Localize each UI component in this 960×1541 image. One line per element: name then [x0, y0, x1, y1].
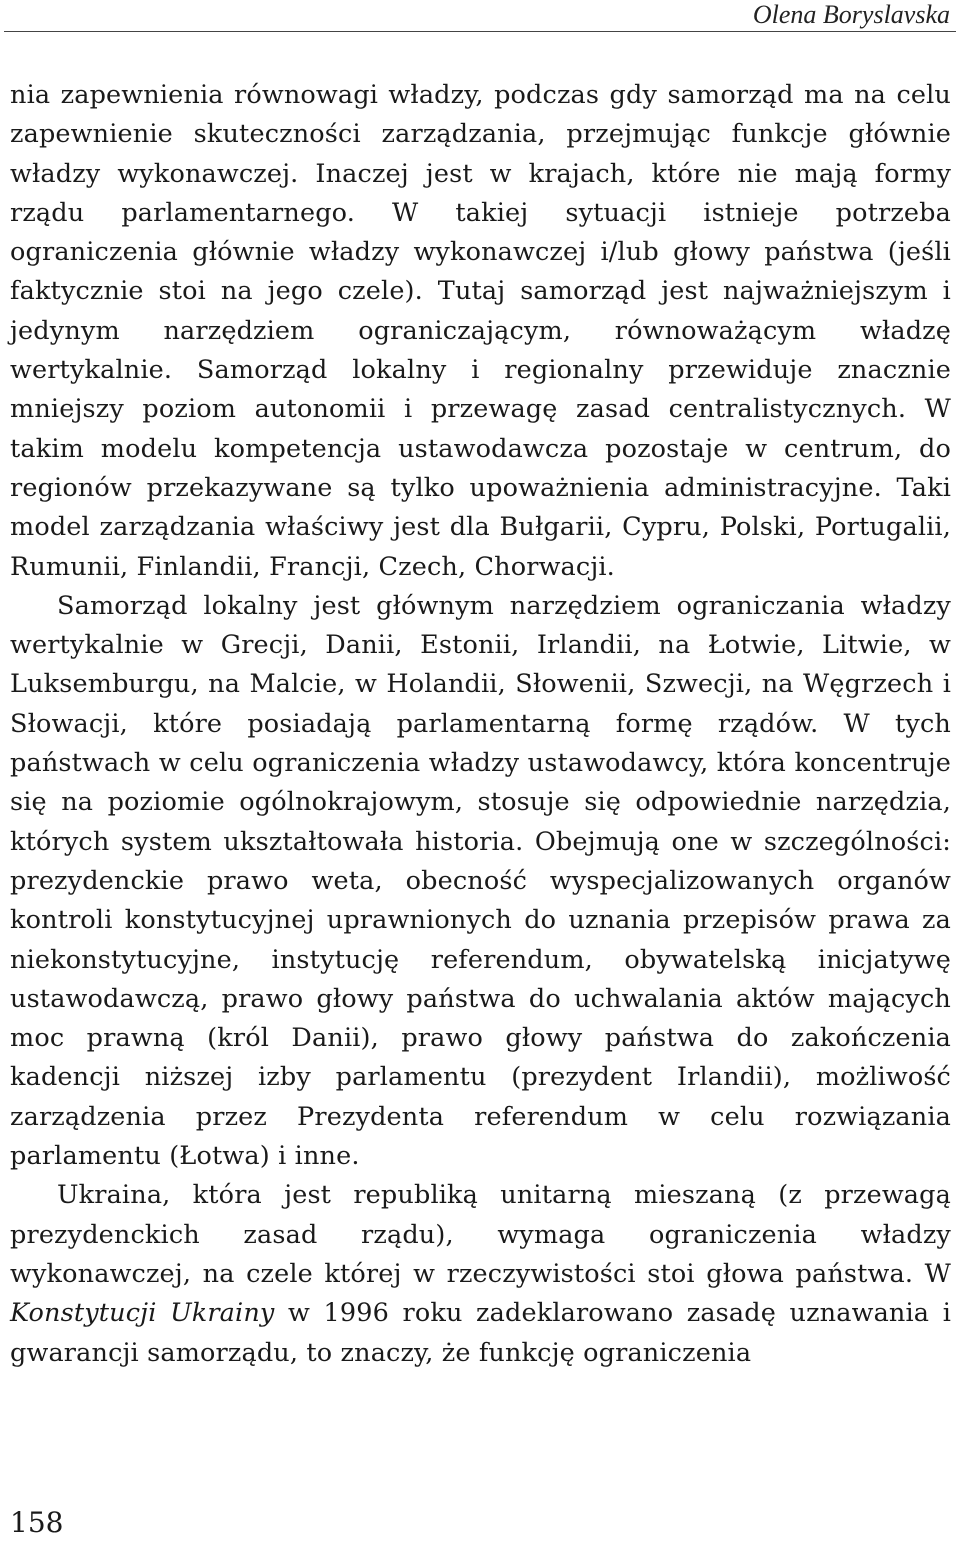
body-text [10, 76, 951, 1373]
paragraph-3 [10, 1176, 951, 1372]
page-number: 158 [10, 1506, 64, 1539]
paragraph-2: Samorząd lokalny jest głównym narzędziem ograniczania władzy wertykalnie w Grecji, Danii, Estonii, Irlandii, na Łotwie, Litwie, w Luksemburgu, na Malcie, w Holandii, Słowenii, Szwecji, na Węgrzech i Słowacji, które posiadają parlamentarną formę rządów. W tych państwach w celu ograniczenia władzy ustawodawcy, która koncentruje się na poziomie ogólnokrajowym, stosuje się odpowiednie narzędzia, których system ukształtowała historia. Obejmują one w szczególności: prezydenckie prawo weta, obecność wyspecjalizowanych organów kontroli konstytucyjnej uprawnionych do uznania przepisów prawa za niekonstytucyjne, instytucję referendum, obywatelską inicjatywę ustawodawczą, prawo głowy państwa do uchwalania aktów mających moc prawną (król Danii), prawo głowy państwa do zakończenia kadencji niższej izby parlamentu (prezydent Irlandii), możliwość zarządzenia przez Prezydenta referendum w celu rozwiązania parlamentu (Łotwa) i inne. [10, 590, 951, 1172]
paragraph-3-text-start: Ukraina, która jest republiką unitarną mieszaną (z przewagą prezydenckich zasad rządu), wymaga ograniczenia władzy wykonawczej, na czele której w rzeczywistości stoi głowa państwa. W [10, 1180, 951, 1289]
paragraph-3-text-end: w 1996 roku zadeklarowano zasadę uznawania i gwarancji samorządu, to znaczy, że funkcję ograniczenia [10, 1298, 951, 1368]
running-header-author: Olena Boryslavska [752, 0, 950, 29]
header-rule [4, 31, 956, 32]
paragraph-3-italic-title: Konstytucji Ukrainy [10, 1298, 275, 1329]
paragraph-1: nia zapewnienia równowagi władzy, podczas gdy samorząd ma na celu zapewnienie skuteczności zarządzania, przejmując funkcje głównie władzy wykonawczej. Inaczej jest w krajach, które nie mają formy rządu parlamentarnego. W takiej sytuacji istnieje potrzeba ograniczenia głównie władzy wykonawczej i/lub głowy państwa (jeśli faktycznie stoi na jego czele). Tutaj samorząd jest najważniejszym i jedynym narzędziem ograniczającym, równoważącym władzę wertykalnie. Samorząd lokalny i regionalny przewiduje znacznie mniejszy poziom autonomii i przewagę zasad centralistycznych. W takim modelu kompetencja ustawodawcza pozostaje w centrum, do regionów przekazywane są tylko upoważnienia administracyjne. Taki model zarządzania właściwy jest dla Bułgarii, Cypru, Polski, Portugalii, Rumunii, Finlandii, Francji, Czech, Chorwacji. [10, 80, 951, 582]
